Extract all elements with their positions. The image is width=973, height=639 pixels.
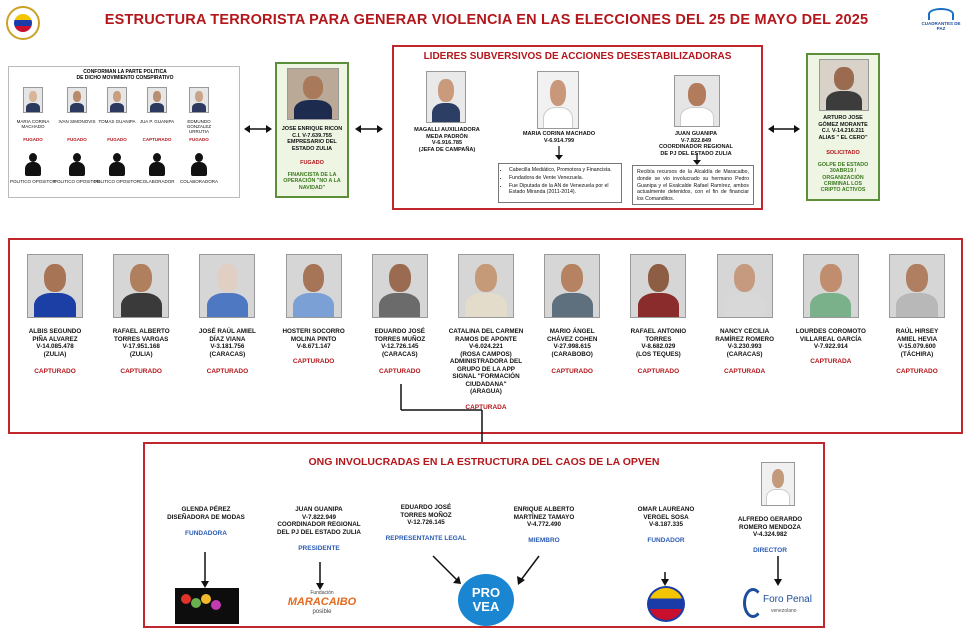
ong-person-caption: ENRIQUE ALBERTO MARTÍNEZ TAMAYO V-4.772.490 <box>513 506 575 529</box>
morante-photo <box>819 59 869 111</box>
morante-status: SOLICITADO <box>826 150 860 156</box>
leaders-box <box>392 45 763 210</box>
ong-person-caption: JUAN GUANIPA V-7.822.949 COORDINADOR REGIONAL DEL PJ DEL ESTADO ZULIA <box>277 506 361 536</box>
captured-person-status: CAPTURADO <box>34 368 76 375</box>
political-person-status: FUGADO <box>107 137 127 142</box>
captured-person-status: CAPTURADO <box>379 368 421 375</box>
political-person-name: MARIA CORINA MACHADO <box>16 119 50 130</box>
captured-person-caption: CATALINA DEL CARMEN RAMOS DE APONTE V-6.024.221 (ROSA CAMPOS) ADMINISTRADORA DEL GRUPO DE LA APP SIGNAL "FORMACIÓN CIUDADANA" (ARAGUA) <box>448 328 524 396</box>
ricon-role: FINANCISTA DE LA OPERACIÓN "NO A LA NAVIDAD" <box>283 172 341 191</box>
political-person-name: TOMAS GUANIPA <box>98 119 136 124</box>
machado-note-item: • Fundadora de Vente Venezuela. <box>509 175 617 182</box>
person-silhouette-icon <box>24 153 42 177</box>
political-person-name: IVAN SIMONOVIS <box>58 119 96 124</box>
political-panel-title: CONFORMAN LA PARTE POLITICA DE DICHO MOVIMIENTO CONSPIRATIVO <box>76 69 174 81</box>
captured-person-caption: RAFAEL ALBERTO TORRES VARGAS V-17.951.168 (ZULIA) <box>112 328 170 358</box>
political-person-photo <box>189 87 209 113</box>
person-silhouette-icon <box>68 153 86 177</box>
captured-person-caption: ALBIS SEGUNDO PIÑA ALVAREZ V-14.085.478 (ZULIA) <box>28 328 82 358</box>
machado-note-item: • Fue Diputada de la AN de Venezuela por el Estado Miranda (2011-2014). <box>509 183 617 197</box>
captured-person-photo <box>889 254 945 318</box>
medicos-unidos-logo <box>647 586 685 622</box>
person-silhouette-icon <box>190 153 208 177</box>
ricon-status: FUGADO <box>300 160 324 166</box>
cuadrantes-de-paz-logo: CUADRANTES DE PAZ <box>918 8 964 36</box>
political-panel <box>8 66 240 198</box>
ricon-card <box>275 62 349 198</box>
captured-person-photo <box>372 254 428 318</box>
ong-photo-romero <box>761 462 795 506</box>
leader-photo-meda <box>426 71 466 123</box>
captured-person-status: CAPTURADO <box>551 368 593 375</box>
political-person-status: FUGADO <box>67 137 87 142</box>
political-person-name: EDMUNDO GONZALEZ URRUTIA <box>186 119 212 135</box>
captured-person-status: CAPTURADA <box>810 358 852 365</box>
ong-person-role: PRESIDENTE <box>298 545 340 553</box>
political-person-name: JUA P. GUANIPA <box>139 119 175 124</box>
double-arrow-icon <box>768 124 800 134</box>
guanipa-notes: Recibía recursos de la Alcaldía de Maracaibo, donde se vio involucrado su hermano Pedro Guanipa y el Exalcalde Rafael Ramírez, ambos actualmente detenidos, con el fin de financiar los Comanditos. <box>632 165 754 205</box>
ong-person-caption: OMAR LAUREANO VERGEL SOSA V-8.187.335 <box>637 506 695 529</box>
provea-logo: PRO VEA <box>458 574 514 626</box>
captured-person-caption: EDUARDO JOSÉ TORRES MUÑOZ V-12.726.145 (CARACAS) <box>374 328 426 358</box>
arrow-down-icon <box>315 562 325 592</box>
silhouette-label: POLITICO OPOSITOR <box>54 179 100 184</box>
page-title: ESTRUCTURA TERRORISTA PARA GENERAR VIOLENCIA EN LAS ELECCIONES DEL 25 DE MAYO DEL 2025 <box>104 12 869 28</box>
silhouette-label: COLABORADORA <box>179 179 218 184</box>
ong-box <box>143 442 825 628</box>
person-silhouette-icon <box>148 153 166 177</box>
captured-person-caption: LOURDES COROMOTO VILLAREAL GARCÍA V-7.922.914 <box>795 328 866 351</box>
morante-role: GOLPE DE ESTADO 30ABR19 / ORGANIZACIÓN CRIMINAL LOS CRIPTO ACTIVOS <box>817 162 869 194</box>
captured-person-caption: NANCY CECILIA RAMÍREZ ROMERO V-3.230.993 (CARACAS) <box>715 328 774 358</box>
leader-caption-machado: MARIA CORINA MACHADO V-6.914.799 <box>522 131 596 144</box>
alma-de-mi-tierra-logo <box>175 588 239 624</box>
double-arrow-icon <box>355 124 383 134</box>
captured-person-caption: RAÚL HIRSEY AMIEL HEVIA V-15.079.600 (TÁCHIRA) <box>895 328 939 358</box>
captured-person-caption: MARIO ÁNGEL CHÁVEZ COHEN V-27.998.615 (CARABOBO) <box>546 328 598 358</box>
captured-person-photo <box>717 254 773 318</box>
person-silhouette-icon <box>108 153 126 177</box>
captured-person-photo <box>27 254 83 318</box>
morante-caption: ARTURO JOSE GÓMEZ MORANTE C.I. V-14.216.211 ALIAS " EL CERO" <box>818 115 868 141</box>
captured-person-photo <box>544 254 600 318</box>
political-person-photo <box>67 87 87 113</box>
captured-person-status: CAPTURADA <box>465 404 507 412</box>
double-arrow-icon <box>244 124 272 134</box>
political-person-photo <box>107 87 127 113</box>
arrow-down-icon <box>200 552 210 590</box>
arrow-down-icon <box>554 146 564 160</box>
ong-title: ONG INVOLUCRADAS EN LA ESTRUCTURA DEL CAOS DE LA OPVEN <box>308 456 660 468</box>
ong-person-caption: ALFREDO GERARDO ROMERO MENDOZA V-4.324.982 <box>737 516 803 539</box>
political-person-status: CAPTURADO <box>142 137 172 142</box>
captured-person-photo <box>458 254 514 318</box>
leader-caption-guanipa: JUAN GUANIPA V-7.822.849 COORDINADOR REGIONAL DE PJ DEL ESTADO ZULIA <box>659 131 733 158</box>
political-person-status: FUGADO <box>189 137 209 142</box>
ong-person-role: FUNDADORA <box>185 529 227 537</box>
ong-person-role: DIRECTOR <box>753 547 787 555</box>
machado-notes <box>498 163 622 203</box>
captured-person-status: CAPTURADO <box>896 368 938 375</box>
ong-person-role: FUNDADOR <box>647 537 685 545</box>
captured-person-status: CAPTURADO <box>120 368 162 375</box>
ricon-caption: JOSE ENRIQUE RICON C.I. V-7.639.755 EMPRESARIO DEL ESTADO ZULIA <box>281 126 343 152</box>
captured-person-status: CAPTURADO <box>292 358 335 365</box>
captured-person-caption: JOSÉ RAÚL AMIEL DÍAZ VIANA V-3.181.756 (CARACAS) <box>198 328 256 358</box>
maracaibo-posible-logo: Fundación MARACAIBO posible <box>287 590 357 615</box>
machado-note-item: • Cabecilla Mediático, Promotora y Financista. <box>509 167 617 174</box>
captured-person-caption: RAFAEL ANTONIO TORRES V-8.682.029 (LOS TEQUES) <box>630 328 687 358</box>
ong-person-role: MIEMBRO <box>528 537 560 545</box>
captured-person-photo <box>286 254 342 318</box>
silhouette-label: POLITICO OPOSITOR <box>94 179 140 184</box>
silhouette-label: COLABORADOR <box>139 179 175 184</box>
leaders-title: LIDERES SUBVERSIVOS DE ACCIONES DESESTABILIZADORAS <box>423 51 732 62</box>
silhouette-label: POLITICO OPOSITOR <box>10 179 56 184</box>
captured-person-photo <box>113 254 169 318</box>
captured-person-status: CAPTURADO <box>637 368 680 375</box>
political-person-photo <box>23 87 43 113</box>
leader-photo-guanipa <box>674 75 720 127</box>
political-person-photo <box>147 87 167 113</box>
morante-card <box>806 53 880 201</box>
captured-person-photo <box>630 254 686 318</box>
ong-person-caption: GLENDA PÉREZ DISEÑADORA DE MODAS <box>167 506 245 521</box>
captured-person-caption: HOSTERI SOCORRO MOLINA PINTO V-8.671.147 <box>282 328 345 351</box>
ricon-photo <box>287 68 339 120</box>
captured-person-status: CAPTURADO <box>206 368 249 375</box>
arrow-down-icon <box>692 153 702 165</box>
leader-photo-machado <box>537 71 579 129</box>
leader-caption-meda: MAGALLI AUXILIADORA MEDA PADRÓN V-6.916.785 (JEFA DE CAMPAÑA) <box>414 127 480 154</box>
captured-person-status: CAPTURADA <box>724 368 766 375</box>
captured-person-photo <box>803 254 859 318</box>
captured-person-photo <box>199 254 255 318</box>
political-person-status: FUGADO <box>23 137 43 142</box>
foro-penal-logo: Foro Penal venezolano <box>741 584 817 624</box>
ong-person-role: REPRESENTANTE LEGAL <box>385 535 467 543</box>
ong-person-caption: EDUARDO JOSÉ TORRES MOÑOZ V-12.726.145 <box>400 504 452 527</box>
